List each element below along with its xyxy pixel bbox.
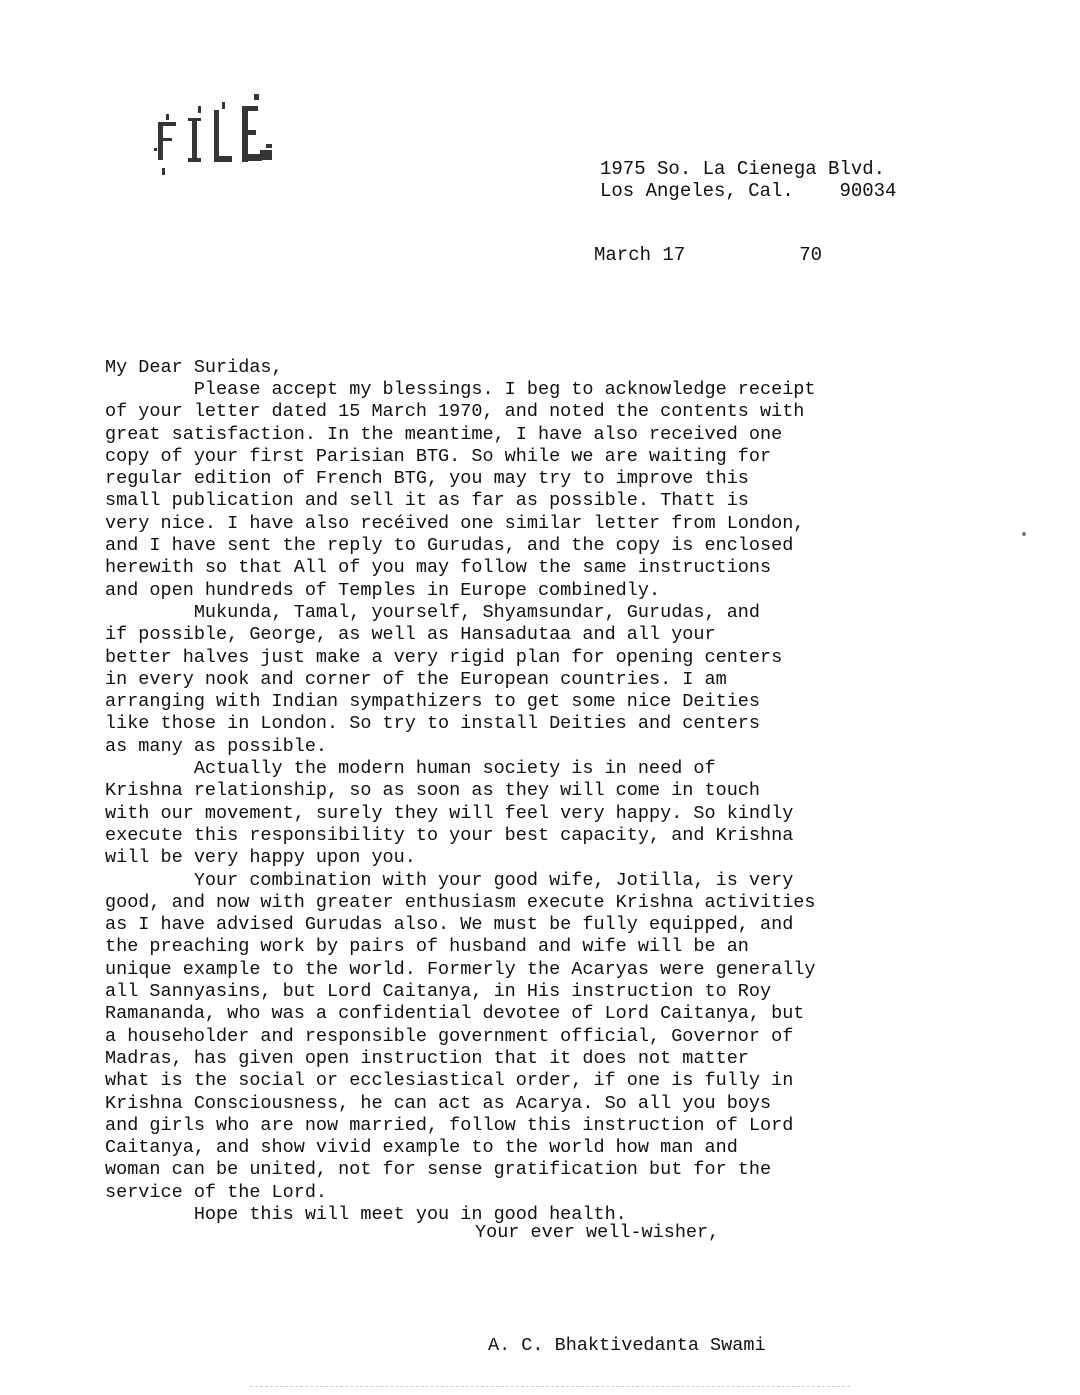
body-line: Hope this will meet you in good health.: [105, 1203, 627, 1225]
body-line: regular edition of French BTG, you may try to improve this: [105, 468, 749, 490]
body-line: what is the social or ecclesiastical order, if one is fully in: [105, 1070, 794, 1092]
address-line-2: Los Angeles, Cal. 90034: [600, 180, 897, 202]
body-line: good, and now with greater enthusiasm execute Krishna activities: [105, 891, 816, 913]
body-line: as I have advised Gurudas also. We must be fully equipped, and: [105, 914, 794, 936]
body-line: in every nook and corner of the European countries. I am: [105, 668, 727, 690]
body-line: copy of your first Parisian BTG. So while we are waiting for: [105, 445, 772, 467]
body-line: Actually the modern human society is in need of: [105, 758, 716, 780]
body-line: all Sannyasins, but Lord Caitanya, in His instruction to Roy: [105, 981, 772, 1003]
body-line: the preaching work by pairs of husband and wife will be an: [105, 936, 749, 958]
body-line: Please accept my blessings. I beg to acknowledge receipt: [105, 379, 816, 400]
body-line: Ramananda, who was a confidential devotee of Lord Caitanya, but: [105, 1003, 805, 1025]
body-line: with our movement, surely they will feel very happy. So kindly: [105, 802, 794, 824]
body-line: better halves just make a very rigid plan for opening centers: [105, 646, 783, 668]
letter-body: [105, 379, 975, 1226]
sender-address: [600, 158, 896, 202]
body-line: like those in London. So try to install Deities and centers: [105, 713, 761, 735]
bottom-edge-marks: [250, 1386, 850, 1391]
body-line: great satisfaction. In the meantime, I have also received one: [105, 423, 783, 445]
body-line: and open hundreds of Temples in Europe combinedly.: [105, 579, 661, 601]
letter-date: March 17 70: [594, 244, 823, 266]
body-line: herewith so that All of you may follow the same instructions: [105, 557, 772, 579]
body-line: will be very happy upon you.: [105, 847, 416, 869]
body-line: Caitanya, and show vivid example to the world how man and: [105, 1137, 738, 1159]
body-line: Madras, has given open instruction that it does not matter: [105, 1047, 749, 1069]
body-line: small publication and sell it as far as possible. Thatt is: [105, 490, 749, 512]
body-line: a householder and responsible government official, Governor of: [105, 1025, 794, 1047]
body-line: Krishna Consciousness, he can act as Acarya. So all you boys: [105, 1092, 772, 1114]
body-line: Mukunda, Tamal, yourself, Shyamsundar, Gurudas, and: [105, 601, 761, 623]
body-line: service of the Lord.: [105, 1181, 328, 1203]
salutation: My Dear Suridas,: [105, 357, 283, 378]
body-line: very nice. I have also recéived one similar letter from London,: [105, 512, 805, 534]
body-line: of your letter dated 15 March 1970, and noted the contents with: [105, 401, 805, 423]
body-line: and girls who are now married, follow this instruction of Lord: [105, 1114, 794, 1136]
body-line: unique example to the world. Formerly the Acaryas were generally: [105, 958, 816, 980]
file-stamp: [150, 92, 290, 182]
body-line: Your combination with your good wife, Jotilla, is very: [105, 869, 794, 891]
signature-name: A. C. Bhaktivedanta Swami: [488, 1335, 766, 1356]
stray-mark: [1022, 532, 1026, 536]
body-line: arranging with Indian sympathizers to get some nice Deities: [105, 691, 761, 713]
address-line-1: 1975 So. La Cienega Blvd.: [600, 158, 886, 180]
closing: Your ever well-wisher,: [475, 1222, 720, 1243]
body-line: woman can be united, not for sense gratification but for the: [105, 1159, 772, 1181]
body-line: as many as possible.: [105, 735, 328, 757]
body-line: Krishna relationship, so as soon as they will come in touch: [105, 780, 761, 802]
body-line: and I have sent the reply to Gurudas, and the copy is enclosed: [105, 535, 794, 557]
stamp-text: FILE: [150, 92, 153, 93]
body-line: execute this responsibility to your best capacity, and Krishna: [105, 824, 794, 846]
body-line: if possible, George, as well as Hansadutaa and all your: [105, 624, 716, 646]
